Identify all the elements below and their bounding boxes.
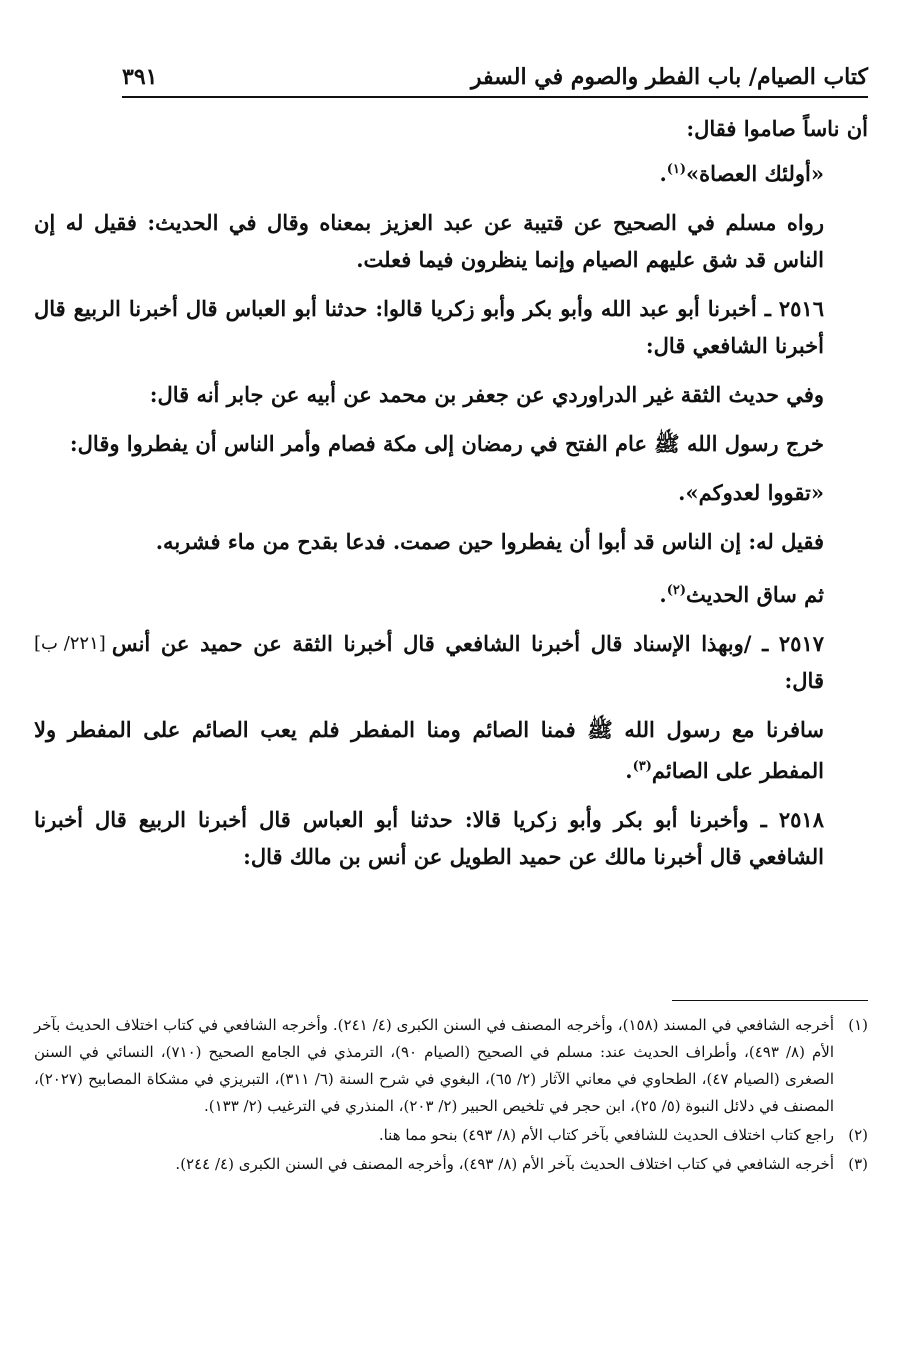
footnote-text: أخرجه الشافعي في المسند (١٥٨)، وأخرجه المصنف في السنن الكبرى (٤/ ٢٤١). وأخرجه الشافعي في كتاب اختلاف الحديث بآخر الأم (٨/ ٤٩٣)، وأطراف الحديث عند: مسلم في الصحيح (الصيام ٩٠)، الترمذي في الجامع الصحيح (٧١٠)، النسائي في السنن الصغرى (الصيام ٤٧)، الطحاوي في معاني الآثار (٢/ ٦٥)، البغوي في شرح السنة (٦/ ٣١١)، التبريزي في مشكاة المصابيح (٢٠٢٧)، المصنف في دلائل النبوة (٥/ ٢٥)، ابن حجر في تلخيص الحبير (٢/ ٢٠٣)، المنذري في الترغيب (٢/ ١٣٣). [34,1016,835,1115]
hadith-number: ٢٥١٦ [778,296,824,321]
paragraph [34,711,868,789]
footnote-ref: (٢) [666,583,686,598]
punctuation: . [659,582,667,607]
hadith-text: ـ /وبهذا الإسناد قال أخبرنا الشافعي قال أخبرنا الثقة عن حميد عن أنس قال: [111,631,824,693]
paragraph: رواه مسلم في الصحيح عن قتيبة عن عبد العزيز بمعناه وقال في الحديث: فقيل له إن الناس قد شق عليهم الصيام وإنما ينظرون فيما فعلت. [34,210,824,272]
hadith-2518 [34,801,868,875]
footnotes [34,1012,868,1180]
footnote-number: (٣) [848,1155,868,1173]
punctuation: . [659,161,667,186]
hadith-quote: «تقووا لعدوكم». [678,480,824,505]
page-number: ٣٩١ [122,64,158,90]
hadith-2516 [34,290,868,364]
punctuation: . [625,758,633,783]
hadith-2517 [34,625,868,699]
quote-text: «أولئك العصاة» [686,161,824,186]
footnote-number: (١) [848,1016,868,1034]
paragraph: أن ناساً صاموا فقال: [686,116,868,141]
hadith-text: ـ وأخبرنا أبو بكر وأبو زكريا قالا: حدثنا أبو العباس قال أخبرنا الربيع قال أخبرنا الشافعي قال أخبرنا مالك عن حميد الطويل عن أنس بن مالك قال: [34,807,824,869]
manuscript-folio-note: [٢٢١/ ب] [34,633,106,654]
paragraph-text: سافرنا مع رسول الله ﷺ فمنا الصائم ومنا المفطر فلم يعب الصائم على المفطر ولا المفطر على الصائم [34,717,824,783]
footnote-divider [672,1000,868,1001]
paragraph: وفي حديث الثقة غير الدراوردي عن جعفر بن محمد عن أبيه عن جابر أنه قال: [149,382,824,407]
running-title: كتاب الصيام/ باب الفطر والصوم في السفر [470,64,868,90]
paragraph-text: ثم ساق الحديث [685,582,824,607]
hadith-text: ـ أخبرنا أبو عبد الله وأبو بكر وأبو زكريا قالوا: حدثنا أبو العباس قال أخبرنا الربيع قال أخبرنا الشافعي قال: [34,296,824,358]
paragraph: فقيل له: إن الناس قد أبوا أن يفطروا حين صمت. فدعا بقدح من ماء فشربه. [155,529,824,554]
paragraph [34,572,868,613]
footnote-ref: (٣) [632,759,652,774]
footnote-number: (٢) [848,1126,868,1144]
footnote-text: راجع كتاب اختلاف الحديث للشافعي بآخر كتاب الأم (٨/ ٤٩٣) بنحو مما هنا. [378,1126,834,1144]
footnote-item [34,1151,868,1178]
footnote-ref: (١) [666,162,687,177]
main-text [34,110,868,887]
paragraph: خرج رسول الله ﷺ عام الفتح في رمضان إلى مكة فصام وأمر الناس أن يفطروا وقال: [69,431,824,456]
footnote-item [34,1122,868,1149]
hadith-number: ٢٥١٨ [778,807,824,832]
page-header [122,52,868,98]
hadith-number: ٢٥١٧ [778,631,825,656]
footnote-item [34,1012,868,1120]
hadith-quote [34,151,868,192]
footnote-text: أخرجه الشافعي في كتاب اختلاف الحديث بآخر الأم (٨/ ٤٩٣)، وأخرجه المصنف في السنن الكبرى (٤/ ٢٤٤). [175,1155,834,1173]
